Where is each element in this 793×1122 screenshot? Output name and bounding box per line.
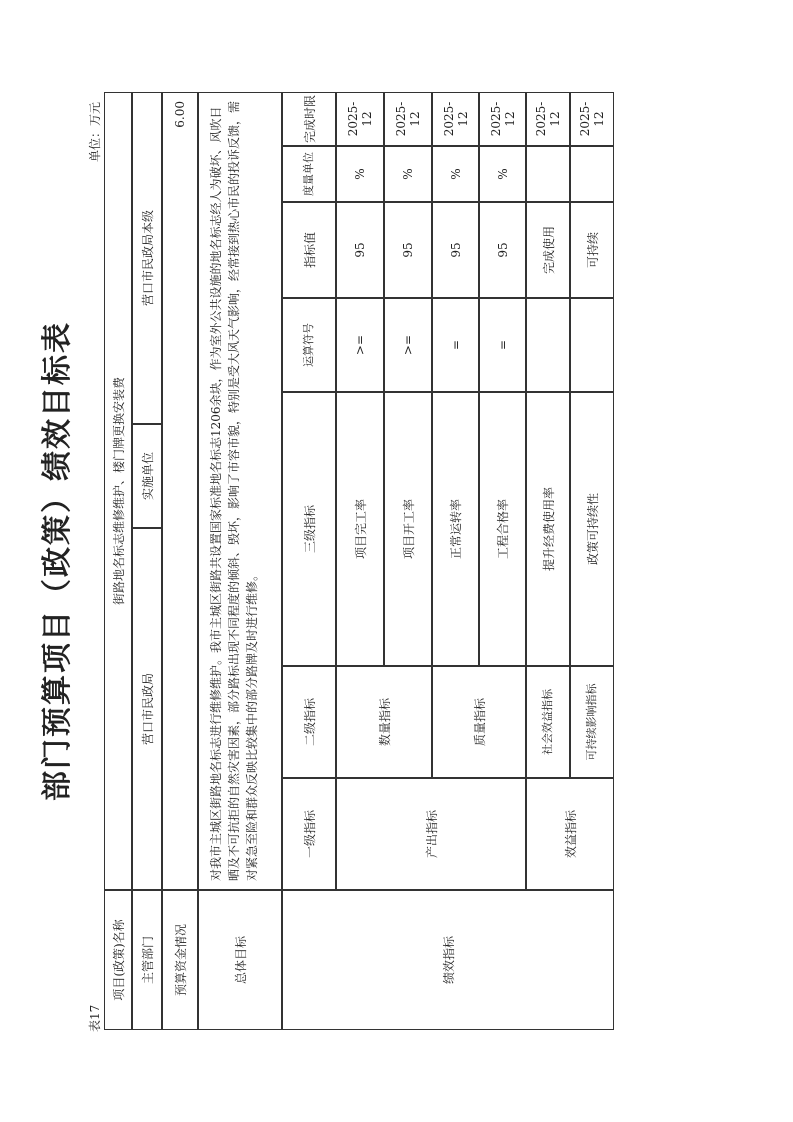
header-level1: 一级指标 (282, 778, 336, 890)
budget-value: 6.00 (162, 92, 198, 890)
header-operator: 运算符号 (282, 298, 336, 392)
row-1-operator: >= (336, 298, 384, 392)
row-1-value: 95 (336, 202, 384, 298)
header-level2: 二级指标 (282, 666, 336, 778)
project-name-label: 项目(政策)名称 (104, 890, 132, 1030)
project-name-value: 街路地名标志维修维护、楼门牌更换安装费 (104, 92, 132, 890)
output-indicator-label: 产出指标 (336, 778, 526, 890)
row-4-name: 工程合格率 (479, 392, 526, 666)
header-unit: 度量单位 (282, 146, 336, 202)
quantity-indicator-label: 数量指标 (336, 666, 432, 778)
row-6-deadline: 2025-12 (570, 92, 614, 146)
dept-value: 营口市民政局 (132, 528, 162, 890)
row-3-operator: = (432, 298, 479, 392)
row-3-name: 正常运转率 (432, 392, 479, 666)
goal-text: 对我市主城区街路地名标志进行维修维护。我市主城区街路共设置国家标准地名标志1206余块，作为室外公共设施的地名标志经人为破坏、风吹日晒及不可抗拒的自然灾害因素，部分路标出现不同程度的倾斜、毁坏，影响了市容市貌，特别是受大风天气影响，经常接到热心市民的投诉反馈，需对紧急至险和群众反映比较集中的部分路牌及时进行维修。 (198, 92, 282, 890)
budget-label: 预算资金情况 (162, 890, 198, 1030)
row-1-unit: % (336, 146, 384, 202)
row-3-deadline: 2025-12 (432, 92, 479, 146)
impl-value: 营口市民政局本级 (132, 92, 162, 424)
row-2-name: 项目开工率 (384, 392, 432, 666)
social-indicator-label: 社会效益指标 (526, 666, 570, 778)
row-3-unit: % (432, 146, 479, 202)
perf-section-label: 绩效指标 (282, 890, 614, 1030)
row-5-unit (526, 146, 570, 202)
header-value: 指标值 (282, 202, 336, 298)
row-2-value: 95 (384, 202, 432, 298)
unit-label: 单位：万元 (88, 101, 102, 162)
benefit-indicator-label: 效益指标 (526, 778, 614, 890)
row-1-deadline: 2025-12 (336, 92, 384, 146)
impl-label: 实施单位 (132, 424, 162, 528)
row-3-value: 95 (432, 202, 479, 298)
row-6-unit (570, 146, 614, 202)
row-5-operator (526, 298, 570, 392)
row-4-deadline: 2025-12 (479, 92, 526, 146)
row-6-value: 可持续 (570, 202, 614, 298)
row-5-name: 提升经费使用率 (526, 392, 570, 666)
row-4-unit: % (479, 146, 526, 202)
row-5-deadline: 2025-12 (526, 92, 570, 146)
table-number: 表17 (88, 1004, 102, 1032)
dept-label: 主管部门 (132, 890, 162, 1030)
performance-table (104, 92, 614, 1030)
row-1-name: 项目完工率 (336, 392, 384, 666)
quality-indicator-label: 质量指标 (432, 666, 526, 778)
document-title: 部门预算项目（政策）绩效目标表 (40, 321, 75, 801)
row-2-operator: >= (384, 298, 432, 392)
row-5-value: 完成使用 (526, 202, 570, 298)
row-6-name: 政策可持续性 (570, 392, 614, 666)
goal-label: 总体目标 (198, 890, 282, 1030)
row-6-operator (570, 298, 614, 392)
header-level3: 三级指标 (282, 392, 336, 666)
row-4-operator: = (479, 298, 526, 392)
row-2-deadline: 2025-12 (384, 92, 432, 146)
header-deadline: 完成时限 (282, 92, 336, 146)
sustain-indicator-label: 可持续影响指标 (570, 666, 614, 778)
row-2-unit: % (384, 146, 432, 202)
row-4-value: 95 (479, 202, 526, 298)
